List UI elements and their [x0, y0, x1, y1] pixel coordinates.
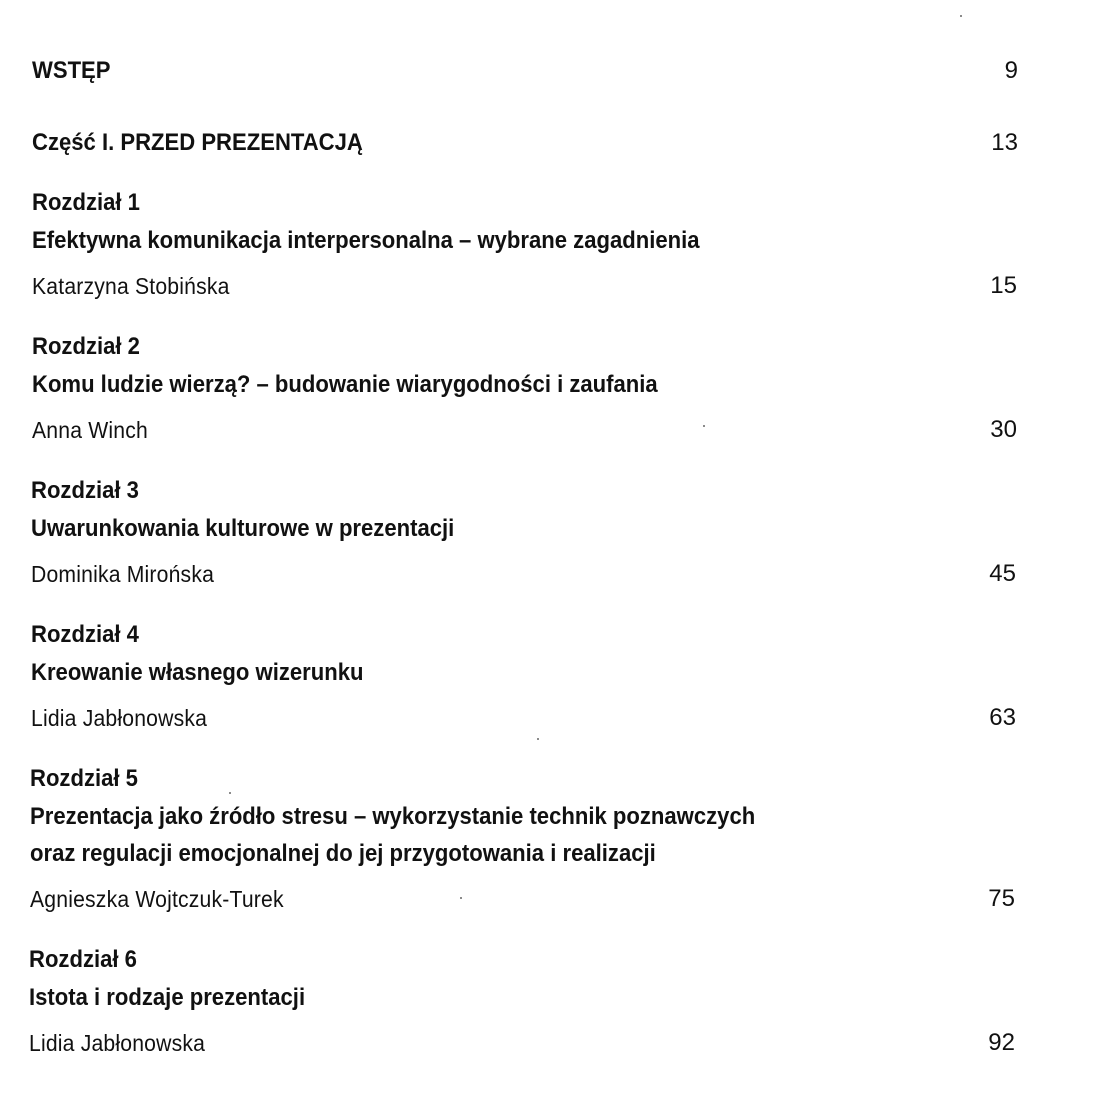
chapter-5-title-line-2: oraz regulacji emocjonalnej do jej przygotowania i realizacji [30, 840, 656, 867]
scan-speck [229, 792, 231, 794]
chapter-1-author: Katarzyna Stobińska [32, 273, 230, 299]
chapter-5-title-line-1: Prezentacja jako źródło stresu – wykorzystanie technik poznawczych [30, 803, 756, 830]
toc-part-title: Część I. PRZED PREZENTACJĄ [32, 129, 363, 156]
chapter-3-label: Rozdział 3 [31, 477, 139, 504]
scan-speck [960, 15, 962, 17]
chapter-5-author: Agnieszka Wojtczuk-Turek [30, 886, 284, 912]
chapter-4-label: Rozdział 4 [31, 621, 139, 648]
chapter-4-title: Kreowanie własnego wizerunku [31, 659, 364, 686]
chapter-5-page: 75 [988, 885, 1015, 912]
chapter-1-title: Efektywna komunikacja interpersonalna – wybrane zagadnienia [32, 227, 700, 254]
scan-speck [703, 425, 705, 427]
chapter-6-label: Rozdział 6 [29, 946, 137, 973]
chapter-3-author: Dominika Mirońska [31, 561, 215, 587]
toc-part-page: 13 [991, 129, 1018, 156]
chapter-1-page: 15 [990, 272, 1017, 299]
chapter-4-page: 63 [989, 704, 1016, 731]
chapter-4-author: Lidia Jabłonowska [31, 705, 208, 731]
chapter-5-label: Rozdział 5 [30, 765, 138, 792]
chapter-3-title: Uwarunkowania kulturowe w prezentacji [31, 515, 455, 542]
chapter-6-page: 92 [988, 1029, 1015, 1056]
chapter-6-title: Istota i rodzaje prezentacji [29, 984, 306, 1011]
toc-intro-page: 9 [1004, 57, 1018, 84]
chapter-2-title: Komu ludzie wierzą? – budowanie wiarygodności i zaufania [32, 371, 658, 398]
chapter-2-label: Rozdział 2 [32, 333, 140, 360]
toc-intro-title: WSTĘP [32, 57, 111, 84]
chapter-1-label: Rozdział 1 [32, 189, 140, 216]
scan-speck [460, 897, 462, 899]
scan-speck [537, 738, 539, 740]
chapter-2-page: 30 [990, 416, 1017, 443]
chapter-3-page: 45 [989, 560, 1016, 587]
chapter-6-author: Lidia Jabłonowska [29, 1030, 206, 1056]
chapter-2-author: Anna Winch [32, 417, 148, 443]
